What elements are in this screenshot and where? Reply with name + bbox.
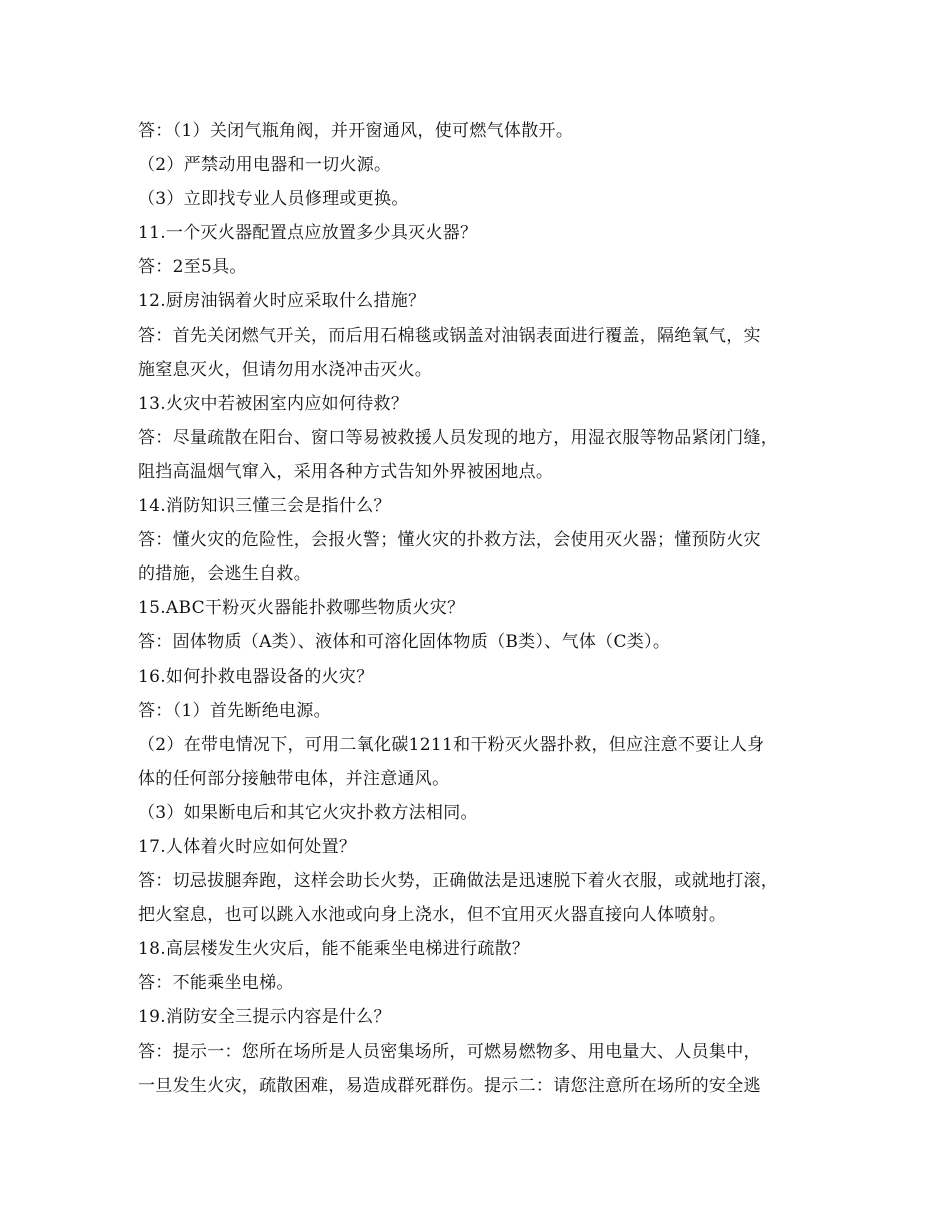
question-line: 13.火灾中若被困室内应如何待救？ bbox=[138, 393, 409, 414]
answer-line: 答：尽量疏散在阳台、窗口等易被救援人员发现的地方，用湿衣服等物品紧闭门缝， bbox=[138, 427, 779, 448]
question-line: 19.消防安全三提示内容是什么？ bbox=[138, 1007, 391, 1028]
question-line: 12.厨房油锅着火时应采取什么措施？ bbox=[138, 291, 426, 312]
answer-line: 答：固体物质（A类）、液体和可溶化固体物质（B类）、气体（C类）。 bbox=[138, 632, 671, 653]
text-line: 把火窒息，也可以跳入水池或向身上浇水，但不宜用灭火器直接向人体喷射。 bbox=[138, 905, 727, 926]
text-line: （2）严禁动用电器和一切火源。 bbox=[138, 155, 392, 176]
answer-line: 答：懂火灾的危险性，会报火警；懂火灾的扑救方法，会使用灭火器；懂预防火灾 bbox=[138, 530, 761, 551]
text-line: 体的任何部分接触带电体，并注意通风。 bbox=[138, 768, 450, 789]
text-line: 答：（1）关闭气瓶角阀，并开窗通风，使可燃气体散开。 bbox=[138, 121, 574, 141]
text-line: 的措施，会逃生自救。 bbox=[138, 564, 311, 585]
question-line: 16.如何扑救电器设备的火灾？ bbox=[138, 666, 374, 687]
document-body bbox=[138, 114, 828, 1103]
text-line: （2）在带电情况下，可用二氧化碳1211和干粉灭火器扑救，但应注意不要让人身 bbox=[138, 734, 765, 755]
text-line: 阻挡高温烟气窜入，采用各种方式告知外界被困地点。 bbox=[138, 461, 554, 482]
answer-line: 答：2至5具。 bbox=[138, 257, 247, 278]
question-line: 15.ABC干粉灭火器能扑救哪些物质火灾？ bbox=[138, 598, 465, 619]
answer-line: 答：（1）首先断绝电源。 bbox=[138, 700, 331, 721]
text-line: 施窒息灭火，但请勿用水浇冲击灭火。 bbox=[138, 359, 433, 380]
text-line: 一旦发生火灾，疏散困难，易造成群死群伤。提示二：请您注意所在场所的安全逃 bbox=[138, 1075, 761, 1096]
text-line: （3）立即找专业人员修理或更换。 bbox=[138, 189, 409, 210]
answer-line: 答：切忌拔腿奔跑，这样会助长火势，正确做法是迅速脱下着火衣服，或就地打滚， bbox=[138, 871, 779, 892]
answer-line: 答：提示一：您所在场所是人员密集场所，可燃易燃物多、用电量大、人员集中， bbox=[138, 1041, 761, 1062]
question-line: 17.人体着火时应如何处置？ bbox=[138, 836, 357, 857]
question-line: 14.消防知识三懂三会是指什么？ bbox=[138, 496, 391, 517]
text-line: （3）如果断电后和其它火灾扑救方法相同。 bbox=[138, 802, 478, 823]
question-line: 11.一个灭火器配置点应放置多少具灭火器？ bbox=[138, 223, 478, 244]
question-line: 18.高层楼发生火灾后，能不能乘坐电梯进行疏散？ bbox=[138, 939, 530, 960]
answer-line: 答：首先关闭燃气开关，而后用石棉毯或锅盖对油锅表面进行覆盖，隔绝氧气，实 bbox=[138, 325, 761, 346]
answer-line: 答：不能乘坐电梯。 bbox=[138, 973, 294, 994]
